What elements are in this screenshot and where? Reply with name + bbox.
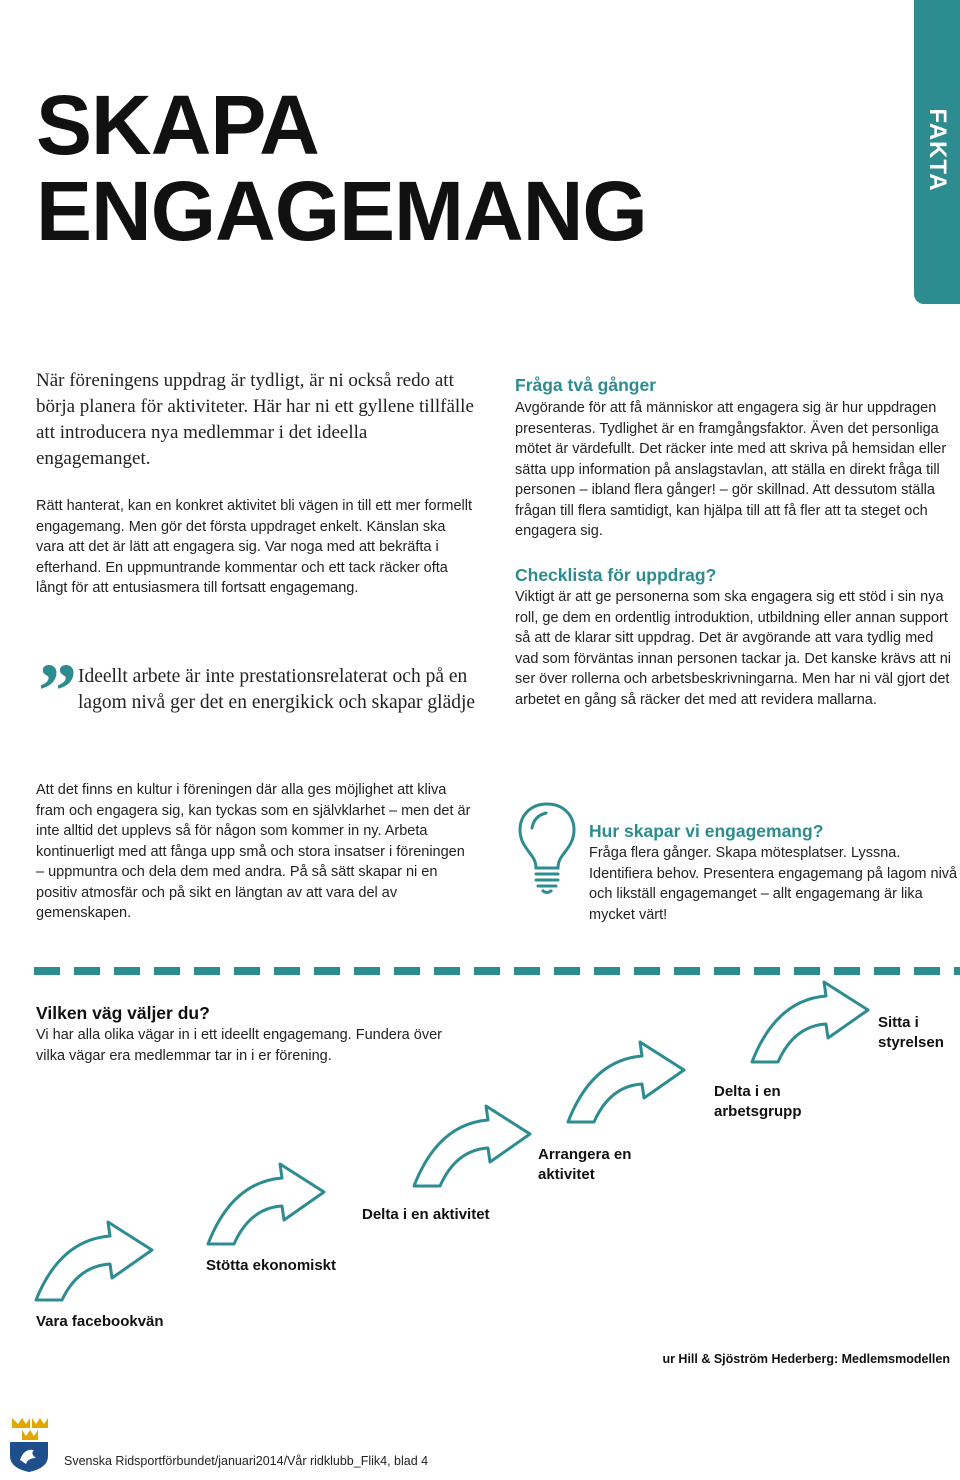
title-line-2: ENGAGEMANG xyxy=(36,164,647,258)
step-delta-i-en-aktivitet: Delta i en aktivitet xyxy=(362,1206,490,1223)
source-citation: ur Hill & Sjöström Hederberg: Medlemsmodellen xyxy=(662,1352,950,1366)
paragraph-fraga-tva-ganger: Avgörande för att få människor att engagera sig är hur uppdragen presenteras. Tydlighet är en framgångsfaktor. Även det personliga mötet är värdefullt. Det räcker inte med att skriva på hemsidan eller sätta upp information på anslagstavlan, att ställa en direkt fråga till personen – ibland flera gånger! – gör skillnad. Att dessutom ställa frågan till flera samtidigt, kan hjälpa till att få fler att ta steget och engagera sig. xyxy=(515,400,947,539)
federation-logo xyxy=(6,1414,52,1474)
footer-text: Svenska Ridsportförbundet/januari2014/Vår ridklubb_Flik4, blad 4 xyxy=(64,1454,429,1468)
step-vara-facebookvan: Vara facebookvän xyxy=(36,1313,164,1330)
heading-checklista: Checklista för uppdrag? xyxy=(515,565,717,585)
paragraph-first-assignment: Rätt hanterat, kan en konkret aktivitet bli vägen in till ett mer formellt engagemang. Men gör det första uppdraget enkelt. Känslan ska vara att det är lätt att engagera sig. Var noga med att bekräfta i efterhand. En uppmuntrande kommentar och ett tack räcker ofta långt för att entusiasmera till fortsatt engagemang. xyxy=(36,498,473,596)
heading-vilken-vag: Vilken väg väljer du? xyxy=(36,1003,210,1023)
pull-quote: Ideellt arbete är inte prestationsrelaterat och på en lagom nivå ger det en energikick och skapar glädje xyxy=(78,666,476,713)
step-delta-i-en-arbetsgrupp: Delta i en arbetsgrupp xyxy=(714,1083,802,1120)
paragraph-kultur: Att det finns en kultur i föreningen där alla ges möjlighet att kliva fram och engagera sig, kan tyckas som en självklarhet – men det är inte alltid det upplevs så för någon som kommer in ny. Arbeta kontinuerligt med att fånga upp små och stora insatser i föreningen – uppmuntra och dela dem med andra. På så sätt skapar ni en positiv atmosfär och på sikt en längtan av att vara del av gemenskapen. xyxy=(36,782,471,921)
step-sitta-i-styrelsen: Sitta i styrelsen xyxy=(878,1014,944,1051)
paragraph-vilken-vag: Vi har alla olika vägar in i ett ideellt engagemang. Fundera över vilka vägar era medlemmar tar in i er förening. xyxy=(36,1027,442,1064)
step-stotta-ekonomiskt: Stötta ekonomiskt xyxy=(206,1257,337,1274)
heading-hur-skapar: Hur skapar vi engagemang? xyxy=(589,821,824,841)
arrow-icon xyxy=(752,982,868,1062)
intro-text: När föreningens uppdrag är tydligt, är ni också redo att börja planera för aktiviteter. Här har ni ett gyllene tillfälle att introducera nya medlemmar i det ideella engagemanget. xyxy=(36,370,474,469)
arrow-icon xyxy=(36,1222,152,1300)
quote-mark-icon: ” xyxy=(38,647,77,734)
arrow-icon xyxy=(414,1106,530,1186)
step-arrangera-en-aktivitet: Arrangera en aktivitet xyxy=(538,1146,632,1183)
paragraph-checklista: Viktigt är att ge personerna som ska engagera sig ett stöd i sin nya roll, ge dem en ordentlig introduktion, utbildning eller annan support så att de klarar sitt uppdrag. Det är avgörande att vara tydlig med vad som förväntas innan personen tackar ja. Det kanske krävs att ni ser över rollerna och arbetsbeskrivningarna. Men har ni väl gjort det arbetet en gång så räcker det med att revidera mallarna. xyxy=(515,589,952,708)
arrow-icon xyxy=(208,1164,324,1244)
arrow-icon xyxy=(568,1042,684,1122)
paragraph-hur-skapar: Fråga flera gånger. Skapa mötesplatser. Lyssna. Identifiera behov. Presentera engagemang på lagom nivå och likställ engagemanget – allt engagemang är lika mycket värt! xyxy=(589,845,958,923)
title-line-1: SKAPA xyxy=(36,78,319,172)
heading-fraga-tva-ganger: Fråga två gånger xyxy=(515,375,657,395)
fakta-label: FAKTA xyxy=(924,108,951,192)
